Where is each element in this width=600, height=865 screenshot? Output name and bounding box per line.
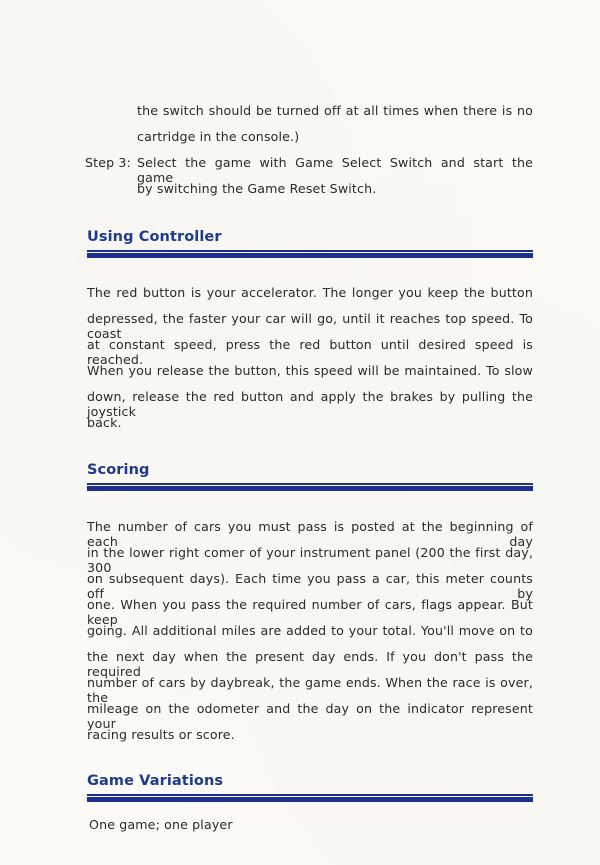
paragraph-line: the next day when the present day ends. If you don't pass the required bbox=[87, 649, 533, 679]
paragraph-line: One game; one player bbox=[89, 817, 233, 832]
paragraph-line: down, release the red button and apply the brakes by pulling the joystick bbox=[87, 389, 533, 419]
paragraph-line: number of cars by daybreak, the game ends. When the race is over, the bbox=[87, 675, 533, 705]
paragraph-line: When you release the button, this speed will be maintained. To slow bbox=[87, 363, 533, 378]
paragraph-line: mileage on the odometer and the day on the indicator represent your bbox=[87, 701, 533, 731]
section-heading-using-controller: Using Controller bbox=[87, 229, 222, 245]
intro-text-line: the switch should be turned off at all times when there is no bbox=[137, 103, 533, 118]
paragraph-line: back. bbox=[87, 415, 122, 430]
paragraph-line: going. All additional miles are added to your total. You'll move on to bbox=[87, 623, 533, 638]
section-heading-game-variations: Game Variations bbox=[87, 773, 224, 789]
paragraph-line: racing results or score. bbox=[87, 727, 235, 742]
paragraph-line: at constant speed, press the red button until desired speed is reached. bbox=[87, 337, 533, 367]
step-text-line: Select the game with Game Select Switch and start the game bbox=[137, 155, 533, 185]
paragraph-line: in the lower right comer of your instrument panel (200 the first day, 300 bbox=[87, 545, 533, 575]
section-rule bbox=[87, 250, 533, 259]
paragraph-line: The red button is your accelerator. The longer you keep the button bbox=[87, 285, 533, 300]
section-rule bbox=[87, 794, 533, 803]
intro-text-line: cartridge in the console.) bbox=[137, 129, 300, 144]
step-text-line: by switching the Game Reset Switch. bbox=[137, 181, 377, 196]
section-heading-scoring: Scoring bbox=[87, 462, 150, 478]
section-rule bbox=[87, 483, 533, 492]
paragraph-line: The number of cars you must pass is posted at the beginning of each day bbox=[87, 519, 533, 549]
step-label: Step 3: bbox=[85, 155, 131, 170]
paragraph-line: on subsequent days). Each time you pass a car, this meter counts off by bbox=[87, 571, 533, 601]
paragraph-line: one. When you pass the required number of cars, flags appear. But keep bbox=[87, 597, 533, 627]
paragraph-line: depressed, the faster your car will go, until it reaches top speed. To coast bbox=[87, 311, 533, 341]
